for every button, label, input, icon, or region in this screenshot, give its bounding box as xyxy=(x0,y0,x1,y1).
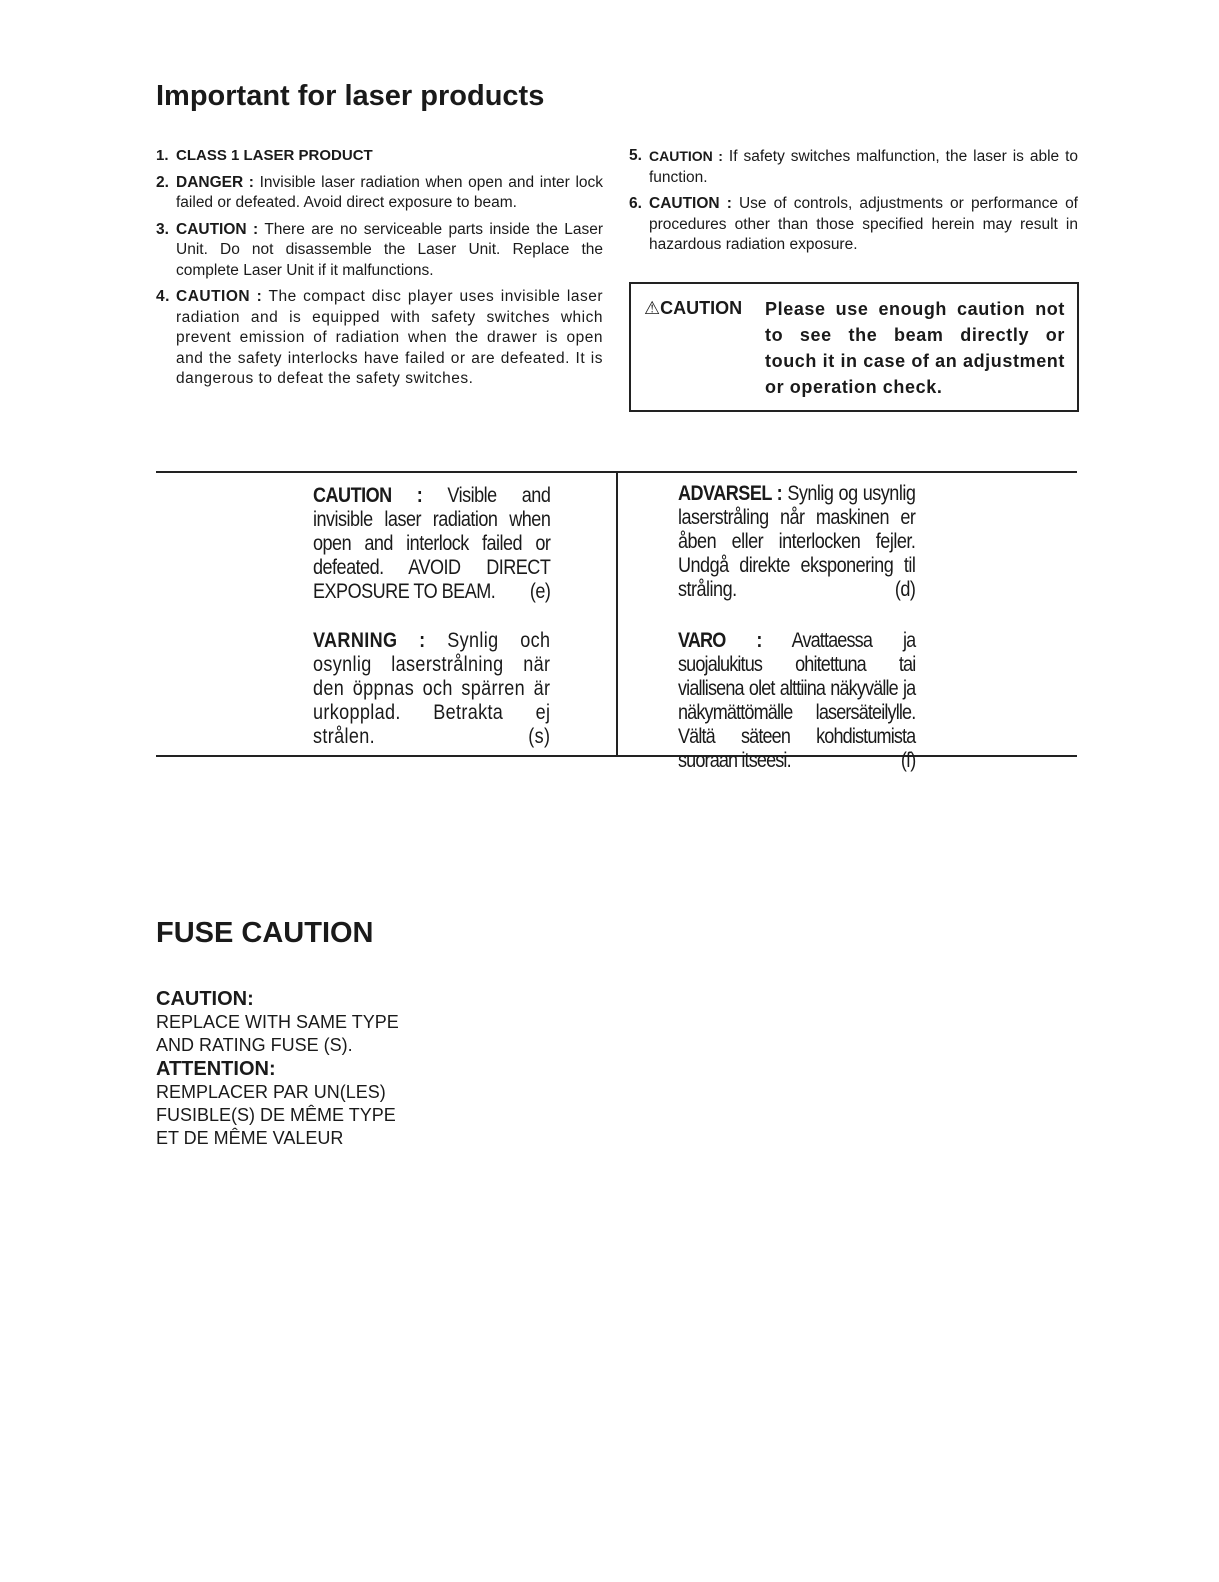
note-label: DANGER : xyxy=(176,173,254,191)
label-english-code: (e) xyxy=(529,580,551,603)
note-number: 4. xyxy=(156,288,170,305)
label-english-text: Visible and invisible laser radiation when open and interlock failed or defeated. AVOID DIRECT EXPOSURE TO BEAM. xyxy=(313,484,551,603)
label-swedish xyxy=(313,629,551,749)
note-text: Invisible laser radiation when open and inter lock failed or defeated. Avoid direct exposure to beam. xyxy=(176,173,604,211)
fuse-attention-line: REMPLACER PAR UN(LES) xyxy=(156,1082,386,1102)
fuse-attention-line: ET DE MÊME VALEUR xyxy=(156,1128,344,1148)
label-swedish-code: (s) xyxy=(528,725,551,748)
note-label: CAUTION : xyxy=(649,195,732,212)
caution-box-label-text: CAUTION xyxy=(660,298,743,318)
note-number: 3. xyxy=(156,220,169,238)
note-item-1 xyxy=(156,146,603,167)
note-item-5 xyxy=(629,146,1078,188)
note-label: CAUTION : xyxy=(176,220,259,238)
warning-triangle-icon: ⚠ xyxy=(644,298,661,318)
note-number: 1. xyxy=(156,147,169,164)
page-title: Important for laser products xyxy=(156,80,545,112)
note-text: The compact disc player uses invisible laser radiation and is equipped with safety switches which prevent emission of radiation when the drawer is open and the safety interlocks have failed or are defeated. It is dangerous to defeat the safety switches. xyxy=(176,288,603,387)
fuse-caution-line: AND RATING FUSE (S). xyxy=(156,1035,353,1055)
fuse-caution-head: CAUTION: xyxy=(156,988,254,1010)
note-text: If safety switches malfunction, the laser is able to function. xyxy=(649,148,1078,186)
note-item-4 xyxy=(156,287,603,390)
laser-notes-left xyxy=(156,146,603,396)
note-item-2 xyxy=(156,173,603,214)
note-item-6 xyxy=(629,194,1078,256)
label-english-head: CAUTION : xyxy=(313,484,423,507)
label-finnish-code: (f) xyxy=(900,749,916,772)
label-danish-text: Synlig og usynlig laserstråling når maskinen er åben eller interlocken fejler. Undgå direkte eksponering til stråling. xyxy=(678,482,916,601)
caution-box xyxy=(629,282,1079,412)
label-table-divider xyxy=(616,473,618,757)
label-english xyxy=(313,484,551,604)
caution-box-message: Please use enough caution not to see the beam directly or touch it in case of an adjustment or operation check. xyxy=(765,299,1065,397)
label-swedish-head: VARNING : xyxy=(313,629,426,652)
note-text: There are no serviceable parts inside the Laser Unit. Do not disassemble the Laser Unit. Replace the complete Laser Unit if it malfunctions. xyxy=(176,220,604,279)
label-danish-code: (d) xyxy=(894,578,916,601)
caution-box-label xyxy=(644,298,742,319)
note-item-3 xyxy=(156,220,603,282)
label-finnish-head: VARO : xyxy=(678,629,762,652)
note-number: 2. xyxy=(156,173,169,191)
fuse-caution-french xyxy=(156,1058,396,1150)
label-finnish-text: Avattaessa ja suojalukitus ohitettuna tai viallisena olet alttiina näkyvälle ja näkymättömälle lasersäteilylle. Vältä säteen kohdistumista suoraan itseesi. xyxy=(678,629,916,772)
note-label: CLASS 1 LASER PRODUCT xyxy=(176,147,373,164)
fuse-attention-head: ATTENTION: xyxy=(156,1058,276,1080)
label-finnish xyxy=(678,629,916,773)
note-label: CAUTION : xyxy=(176,288,263,305)
label-danish xyxy=(678,482,916,602)
fuse-caution-line: REPLACE WITH SAME TYPE xyxy=(156,1012,399,1032)
note-number: 5. xyxy=(629,147,642,164)
note-label: CAUTION : xyxy=(649,148,723,164)
note-number: 6. xyxy=(629,195,642,212)
fuse-caution-title: FUSE CAUTION xyxy=(156,917,374,949)
note-text: Use of controls, adjustments or performance of procedures other than those specified herein may result in hazardous radiation exposure. xyxy=(649,195,1078,253)
fuse-attention-line: FUSIBLE(S) DE MÊME TYPE xyxy=(156,1105,396,1125)
laser-notes-right xyxy=(629,146,1078,262)
label-swedish-text: Synlig och osynlig laserstrålning när den öppnas och spärren är urkopplad. Betrakta ej strålen. xyxy=(313,629,551,748)
fuse-caution-english xyxy=(156,988,399,1057)
label-danish-head: ADVARSEL : xyxy=(678,482,783,505)
